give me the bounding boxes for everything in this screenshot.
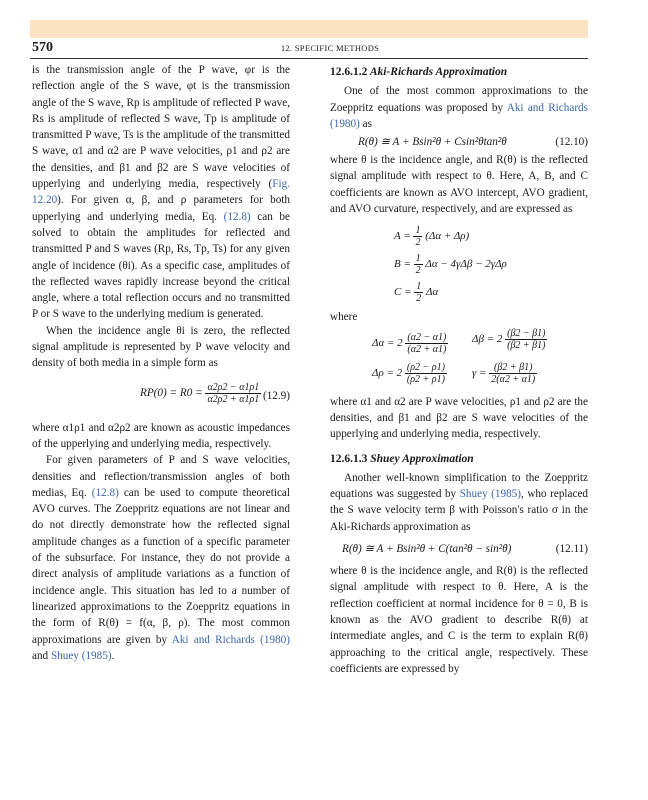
equation-link[interactable]: (12.8)	[91, 486, 119, 499]
paragraph-zoeppritz-terms: is the transmission angle of the P wave, φr is the reflection angle of the S wave, φt is the transmission angle of the S wave, Rp is amplitude of reflected P wave, Rs is amplitude of reflected S wave, Tp is amplitude of transmitted P wave, Ts is the amplitude of the transmitted S wave, α1 and α2 are P wave velocities, ρ1 and ρ2 are the densities, and β1 and β2 are S wave velocities of upperlying and underlying media, respectively (Fig. 12.20). For given α, β, and ρ parameters for both upperlying and underlying media, Eq. (12.8) can be solved to obtain the amplitudes for reflected and transmitted P and S waves (Rp, Rs, Tp, Ts) for any given angle of incidence (θi). As a specific case, amplitudes of the reflected waves rapidly increase beyond the critical angle, where a total reflection occurs and no transmitted P or S wave to the underlying medium is generated.	[32, 64, 290, 321]
paragraph-shuey-intro: Another well-known simplification to the Zoeppritz equations was suggested by Shuey (1985), who replaced the S wave velocity term β with Poisson's ratio σ in the Aki-Richards approximation as	[330, 471, 589, 533]
equation-link[interactable]: (12.8)	[223, 210, 251, 223]
coef-c: C = $\frac{1}{2}$ Δα	[394, 281, 439, 305]
paragraph-impedances: where α1ρ1 and α2ρ2 are known as acoustic impedances of the upperlying and underlying media, respectively.	[32, 421, 290, 450]
paragraph-aki-richards-intro: One of the most common approximations to the Zoeppritz equations was proposed by Aki and Richards (1980) as	[330, 85, 588, 130]
page-number: 570	[32, 40, 53, 55]
paragraph-shuey-coefficients: where θ is the incidence angle, and R(θ) is the reflected signal amplitude with respect to θ. Here, A is the reflection coefficient at normal incidence for θ = 0, B is known as the AVO gradient to describe R(θ) at intermediate angles, and C is the term to explain R(θ) approaching to the critical angle, respectively. These coefficients are expressed by	[330, 565, 588, 675]
right-column	[330, 62, 588, 677]
citation-link[interactable]: Shuey (1985)	[50, 649, 112, 662]
where-label: where	[330, 311, 358, 324]
equation-number: (12.9)	[262, 389, 290, 402]
citation-link[interactable]: Aki and Richards (1980)	[330, 101, 588, 130]
coef-a: A = $\frac{1}{2}$ (Δα + Δρ)	[394, 225, 470, 249]
delta-beta: Δβ = 2 $\frac{(\beta 2 - \beta 1)}{(\beta 2 + \beta 1)}$	[472, 327, 546, 351]
coefficients-block	[330, 217, 588, 309]
equation-number: (12.11)	[555, 543, 588, 556]
citation-link[interactable]: Aki and Richards (1980)	[171, 633, 290, 646]
header-rule	[30, 58, 588, 59]
delta-rho: Δρ = 2 $\frac{(\rho 2 - \rho 1)}{(\rho 2 + \rho 1)}$	[372, 361, 445, 385]
gamma-definition: γ = $\frac{(\beta 2 + \beta 1)}{2(\alpha 2 + \alpha 1)}$	[472, 361, 536, 385]
figure-link[interactable]: Fig. 12.20	[32, 178, 290, 207]
left-column	[32, 62, 290, 664]
fraction: $\frac{\alpha 2\rho 2 - \alpha 1\rho 1}{\alpha 2\rho 2 + \alpha 1\rho 1}$	[207, 381, 260, 405]
equation-12-10: R(θ) ≅ A + Bsin²θ + Csin²θtan²θ (12.10)	[330, 132, 588, 152]
equation-number: (12.10)	[555, 136, 588, 149]
paragraph-avo-curves: For given parameters of P and S wave velocities, densities and reflection/transmission angles of both medias, Eq. (12.8) can be used to compute theoretical AVO curves. The Zoeppritz equations are not linear and do not directly demonstrate how the reflected signal amplitude changes as a function of a specific parameter of the subsurface. For instance, they do not provide a direct analysis of amplitude variations as a function of incidence angle. This situation has led to a number of linearized approximations to the Zoeppritz equations in the form of R(θ) = f(α, β, ρ). The most common approximations are given by Aki and Richards (1980) and Shuey (1985).	[32, 454, 290, 662]
citation-link[interactable]: Shuey (1985)	[459, 488, 522, 501]
equation-12-9: RP(0) = R0 = $\frac{\alpha 2\rho 2 - \alpha 1\rho 1}{\alpha 2\rho 2 + \alpha 1\rho 1}$ (12.9)	[140, 381, 290, 405]
section-heading-aki-richards: 12.6.1.2 Aki-Richards Approximation	[330, 66, 508, 78]
section-heading-shuey: 12.6.1.3 Shuey Approximation	[330, 452, 474, 465]
delta-definitions	[330, 326, 588, 394]
equation-12-11: R(θ) ≅ A + Bsin²θ + C(tan²θ − sin²θ) (12.11)	[330, 539, 588, 559]
running-head: 12. SPECIFIC METHODS	[280, 43, 380, 53]
paragraph-velocity-definitions: where α1 and α2 are P wave velocities, ρ1 and ρ2 are the densities, and β1 and β2 are S wave velocities of the upperlying and underlying media, respectively.	[330, 395, 588, 441]
paragraph-normal-incidence: When the incidence angle θi is zero, the reflected signal amplitude is represented by P wave velocity and density of both media in a simple form as	[32, 324, 290, 370]
delta-alpha: Δα = 2 $\frac{(\alpha 2 - \alpha 1)}{(\alpha 2 + \alpha 1)}$	[372, 331, 447, 355]
paragraph-avo-coefficients: where θ is the incidence angle, and R(θ) is the reflected signal amplitude with respect to θ. Here, A, B, and C coefficients are known as AVO intercept, AVO gradient, and AVO curvature, respectively, and are expressed as	[330, 154, 588, 216]
header-band	[30, 20, 588, 38]
coef-b: B = $\frac{1}{2}$ Δα − 4γΔβ − 2γΔρ	[394, 253, 507, 277]
